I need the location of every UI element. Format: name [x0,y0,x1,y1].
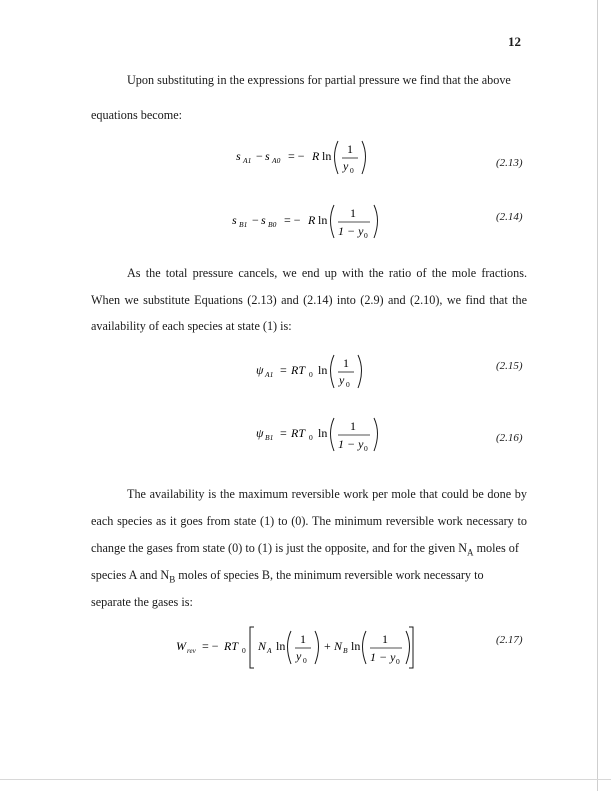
svg-text:y: y [339,373,345,387]
paragraph-line: The availability is the maximum reversible work per mole that could be done by [127,487,527,501]
paragraph-line: equations become: [91,108,183,122]
paragraph-line: separate the gases is: [91,595,193,609]
svg-text:ln: ln [276,639,286,653]
svg-text:= −: = − [202,639,219,653]
equation-2-16-graphic [256,415,396,465]
svg-text:B: B [343,646,348,655]
svg-text:0: 0 [364,231,368,240]
svg-text:1: 1 [350,419,356,433]
page-number: 12 [508,34,521,49]
eq-sub: A0 [272,156,281,165]
svg-text:B1: B1 [239,220,248,229]
svg-text:0: 0 [242,646,246,655]
equation-2-13 [236,138,386,188]
svg-text:N: N [258,639,267,653]
svg-text:−: − [252,213,259,227]
svg-text:1 − y: 1 − y [370,650,396,664]
svg-text:1: 1 [343,356,349,370]
svg-text:0: 0 [309,433,313,442]
svg-text:0: 0 [346,380,350,389]
equation-label: (2.15) [496,360,523,372]
svg-text:ln: ln [318,213,328,227]
svg-text:= −: = − [288,149,305,163]
svg-text:1 − y: 1 − y [338,224,364,238]
svg-text:ψ: ψ [256,363,264,377]
equation-label: (2.16) [496,432,523,444]
svg-text:B1: B1 [265,433,274,442]
svg-text:B0: B0 [268,220,277,229]
svg-text:A: A [267,646,272,655]
equation-label: (2.14) [496,211,523,223]
svg-text:1: 1 [382,632,388,646]
eq-denominator: y [343,159,349,173]
eq-lhs: s [265,149,270,163]
equation-2-17 [176,624,416,674]
equation-2-17-graphic [176,624,416,680]
paragraph-line: Upon substituting in the expressions for partial pressure we find that the above [127,73,511,87]
scan-edge-vertical [597,0,598,791]
paragraph-line: species A and $N_B$ moles of species B, the minimum reversible work necessary to [91,568,484,585]
eq-sub: A1 [243,156,252,165]
equation-2-15-graphic [256,352,386,402]
svg-text:= −: = − [284,213,301,227]
equation-label: (2.17) [496,634,523,646]
svg-text:y: y [296,649,302,663]
svg-text:W: W [176,639,186,653]
svg-text:R: R [308,213,316,227]
svg-text:N: N [334,639,343,653]
svg-text:ln: ln [318,426,328,440]
svg-text:RT: RT [224,639,239,653]
equation-2-13-graphic [236,138,386,188]
equation-2-15 [256,352,386,402]
svg-text:=: = [280,426,287,440]
svg-text:ln: ln [318,363,328,377]
scan-edge-horizontal [0,779,611,780]
equation-2-14 [232,202,392,252]
svg-text:0: 0 [364,444,368,453]
equation-2-16 [256,415,396,465]
svg-text:s: s [261,213,266,227]
eq-numerator: 1 [347,142,353,156]
paragraph-line: availability of each species at state (1) is: [91,319,292,333]
eq-den-sub: 0 [350,166,354,175]
paragraph-line: When we substitute Equations (2.13) and (2.14) into (2.9) and (2.10), we find that the [91,293,527,307]
svg-text:1: 1 [350,206,356,220]
svg-text:s: s [232,213,237,227]
svg-text:RT: RT [291,363,306,377]
svg-text:=: = [280,363,287,377]
svg-text:ln: ln [322,149,332,163]
svg-text:0: 0 [303,656,307,665]
svg-text:0: 0 [309,370,313,379]
equation-label: (2.13) [496,157,523,169]
svg-text:rev: rev [187,647,196,655]
paragraph-line: each species as it goes from state (1) to (0). The minimum reversible work necessary to [91,514,527,528]
svg-text:ln: ln [351,639,361,653]
paragraph-line: change the gases from state (0) to (1) is just the opposite, and for the given $N_A$ moles of [91,541,519,558]
eq-coef: R [312,149,320,163]
svg-text:1: 1 [300,632,306,646]
svg-text:A1: A1 [265,370,274,379]
svg-text:1 − y: 1 − y [338,437,364,451]
svg-text:0: 0 [396,657,400,666]
svg-text:ψ: ψ [256,426,264,440]
equation-2-14-graphic [232,202,392,252]
paragraph-line: As the total pressure cancels, we end up with the ratio of the mole fractions. [127,266,527,280]
svg-text:−: − [256,149,263,163]
eq-lhs: s [236,149,241,163]
svg-text:RT: RT [291,426,306,440]
svg-text:+: + [324,639,331,653]
